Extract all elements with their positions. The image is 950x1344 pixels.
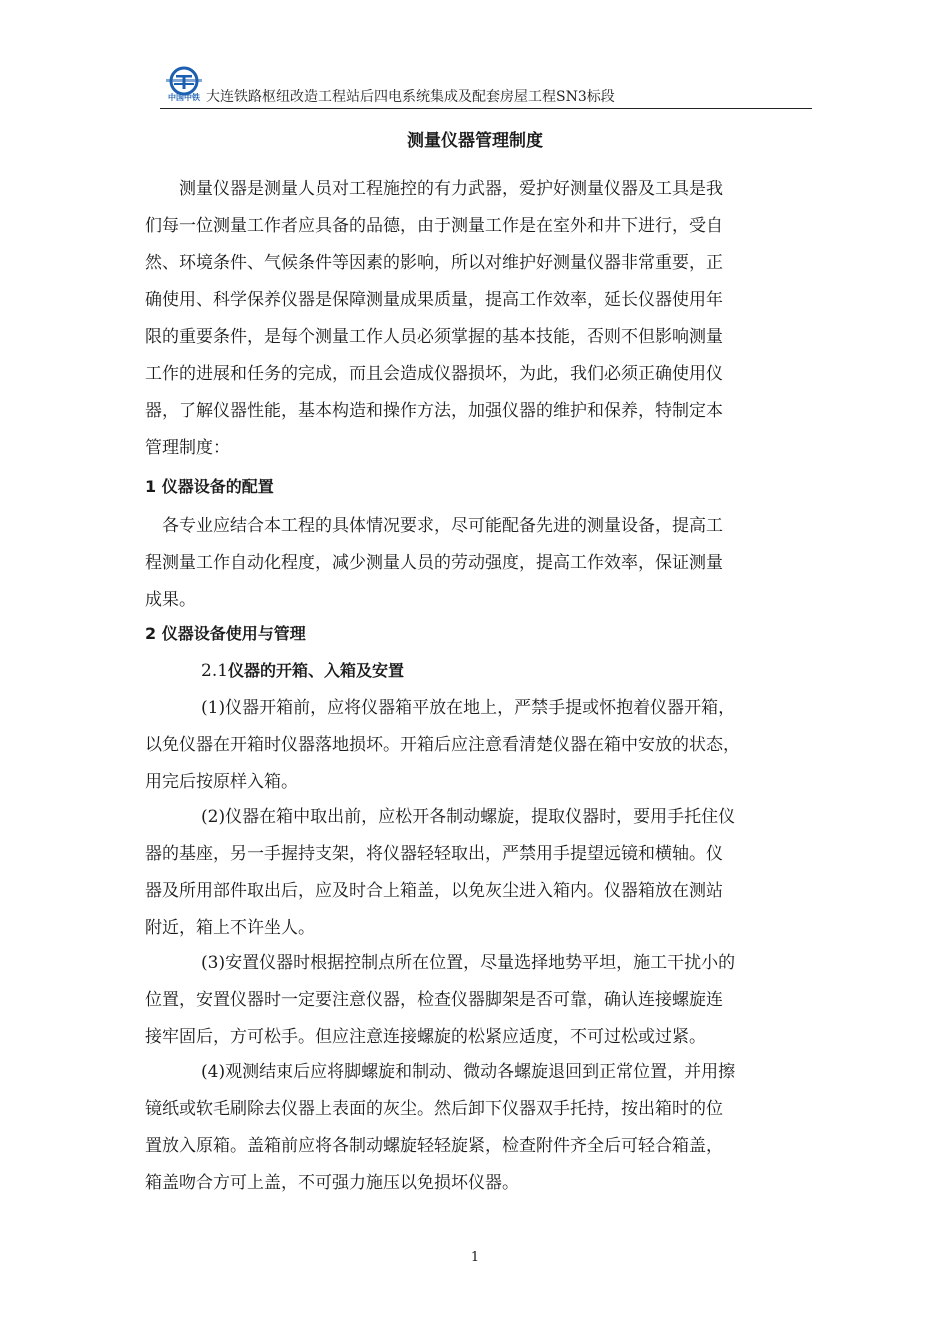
item-1-line: (1)仪器开箱前，应将仪器箱平放在地上，严禁手提或怀抱着仪器开箱， — [201, 698, 736, 718]
subsection-title: 仪器的开箱、入箱及安置 — [228, 661, 405, 680]
section-1-line: 各专业应结合本工程的具体情况要求，尽可能配备先进的测量设备，提高工 — [162, 516, 723, 536]
intro-line: 工作的进展和任务的完成，而且会造成仪器损坏，为此，我们必须正确使用仪 — [145, 364, 723, 384]
item-1-line: 用完后按原样入箱。 — [145, 772, 298, 792]
item-3-line: (3)安置仪器时根据控制点所在位置，尽量选择地势平坦，施工干扰小的 — [201, 953, 736, 973]
document-title: 测量仪器管理制度 — [407, 131, 543, 151]
subsection-number: 2.1 — [201, 661, 229, 681]
item-4-line: (4)观测结束后应将脚螺旋和制动、微动各螺旋退回到正常位置，并用擦 — [201, 1062, 736, 1082]
item-4-line: 箱盖吻合方可上盖，不可强力施压以免损坏仪器。 — [145, 1173, 519, 1193]
page-header — [160, 64, 812, 109]
logo-caption: 中国中铁 — [168, 93, 200, 102]
item-2-line: 器及所用部件取出后，应及时合上箱盖，以免灰尘进入箱内。仪器箱放在测站 — [145, 881, 723, 901]
item-3-line: 位置，安置仪器时一定要注意仪器，检查仪器脚架是否可靠，确认连接螺旋连 — [145, 990, 723, 1010]
item-2-line: 器的基座，另一手握持支架，将仪器轻轻取出，严禁用手提望远镜和横轴。仪 — [145, 844, 723, 864]
item-4-line: 置放入原箱。盖箱前应将各制动螺旋轻轻旋紧，检查附件齐全后可轻合箱盖， — [145, 1136, 723, 1156]
item-3-line: 接牢固后，方可松手。但应注意连接螺旋的松紧应适度，不可过松或过紧。 — [145, 1027, 706, 1047]
subsection-2-1-heading — [201, 658, 404, 681]
section-1-line: 程测量工作自动化程度，减少测量人员的劳动强度，提高工作效率，保证测量 — [145, 553, 723, 573]
section-2-heading: 2 仪器设备使用与管理 — [145, 624, 306, 643]
page-number: 1 — [470, 1250, 480, 1265]
section-1-line: 成果。 — [145, 590, 196, 610]
header-title: 大连铁路枢纽改造工程站后四电系统集成及配套房屋工程SN3标段 — [206, 89, 615, 105]
intro-line: 然、环境条件、气候条件等因素的影响，所以对维护好测量仪器非常重要，正 — [145, 253, 723, 273]
intro-line: 们每一位测量工作者应具备的品德，由于测量工作是在室外和井下进行，受自 — [145, 216, 723, 236]
section-1-heading: 1 仪器设备的配置 — [145, 477, 274, 496]
item-4-line: 镜纸或软毛刷除去仪器上表面的灰尘。然后卸下仪器双手托持，按出箱时的位 — [145, 1099, 723, 1119]
intro-line: 测量仪器是测量人员对工程施控的有力武器，爱护好测量仪器及工具是我 — [179, 179, 723, 199]
item-2-line: (2)仪器在箱中取出前，应松开各制动螺旋，提取仪器时，要用手托住仪 — [201, 807, 736, 827]
intro-line: 确使用、科学保养仪器是保障测量成果质量，提高工作效率，延长仪器使用年 — [145, 290, 723, 310]
item-1-line: 以免仪器在开箱时仪器落地损坏。开箱后应注意看清楚仪器在箱中安放的状态， — [145, 735, 740, 755]
intro-line: 器，了解仪器性能，基本构造和操作方法，加强仪器的维护和保养，特制定本 — [145, 401, 723, 421]
item-2-line: 附近，箱上不许坐人。 — [145, 918, 315, 938]
intro-line: 限的重要条件，是每个测量工作人员必须掌握的基本技能，否则不但影响测量 — [145, 327, 723, 347]
intro-line: 管理制度： — [145, 438, 230, 458]
